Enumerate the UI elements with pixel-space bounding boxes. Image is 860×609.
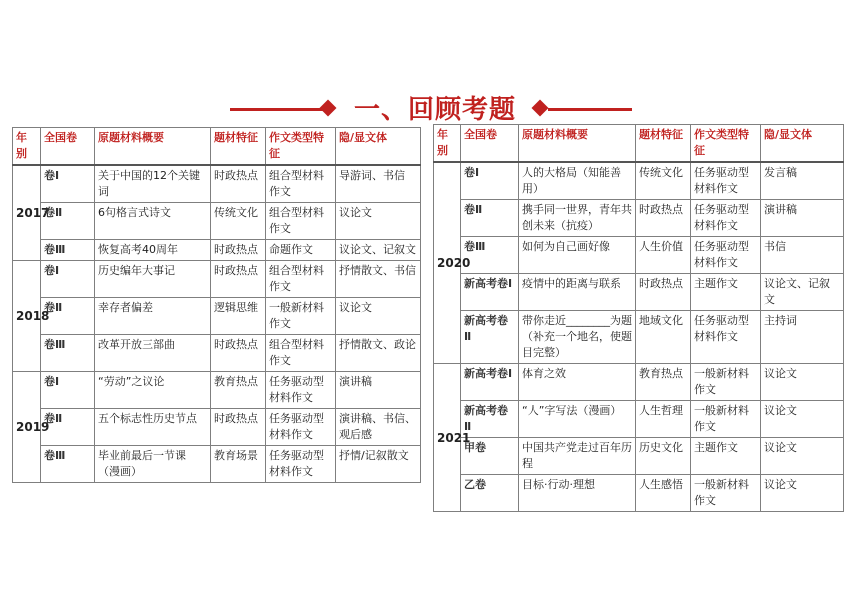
year-cell: 2021 <box>434 364 461 512</box>
diamond-icon <box>320 100 337 117</box>
volume-cell: 卷Ⅱ <box>41 409 95 446</box>
theme-feature-cell: 教育热点 <box>636 364 691 401</box>
essay-type-cell: 任务驱动型材料作文 <box>691 237 761 274</box>
column-header: 年别 <box>434 125 461 163</box>
material-summary-cell: 疫情中的距离与联系 <box>519 274 636 311</box>
volume-cell: 卷Ⅱ <box>41 203 95 240</box>
table-header <box>13 128 421 166</box>
year-cell: 2017 <box>13 165 41 261</box>
genre-cell: 书信 <box>761 237 844 274</box>
column-header: 全国卷 <box>41 128 95 166</box>
material-summary-cell: 带你走近________为题（补充一个地名，使题目完整） <box>519 311 636 364</box>
volume-cell: 卷Ⅲ <box>41 446 95 483</box>
column-header: 题材特征 <box>211 128 266 166</box>
genre-cell: 议论文 <box>761 438 844 475</box>
material-summary-cell: 毕业前最后一节课（漫画） <box>95 446 211 483</box>
essay-type-cell: 任务驱动型材料作文 <box>691 162 761 200</box>
exam-table-right <box>433 124 844 512</box>
theme-feature-cell: 时政热点 <box>636 274 691 311</box>
theme-feature-cell: 时政热点 <box>211 165 266 203</box>
essay-type-cell: 主题作文 <box>691 274 761 311</box>
diamond-icon <box>532 100 549 117</box>
table-row <box>434 475 844 512</box>
essay-type-cell: 主题作文 <box>691 438 761 475</box>
volume-cell: 卷Ⅱ <box>461 200 519 237</box>
theme-feature-cell: 传统文化 <box>636 162 691 200</box>
column-header: 年别 <box>13 128 41 166</box>
theme-feature-cell: 时政热点 <box>211 261 266 298</box>
title-banner <box>230 94 630 128</box>
genre-cell: 议论文 <box>761 401 844 438</box>
material-summary-cell: 体育之效 <box>519 364 636 401</box>
title-rule-left <box>230 108 324 111</box>
volume-cell: 卷Ⅰ <box>41 372 95 409</box>
material-summary-cell: 关于中国的12个关键词 <box>95 165 211 203</box>
material-summary-cell: 恢复高考40周年 <box>95 240 211 261</box>
theme-feature-cell: 人生感悟 <box>636 475 691 512</box>
essay-type-cell: 组合型材料作文 <box>266 261 336 298</box>
genre-cell: 演讲稿、书信、观后感 <box>336 409 421 446</box>
theme-feature-cell: 时政热点 <box>211 409 266 446</box>
genre-cell: 演讲稿 <box>761 200 844 237</box>
table-row <box>13 409 421 446</box>
theme-feature-cell: 地域文化 <box>636 311 691 364</box>
material-summary-cell: 历史编年大事记 <box>95 261 211 298</box>
table-row <box>13 335 421 372</box>
essay-type-cell: 组合型材料作文 <box>266 335 336 372</box>
page-title: 一、回顾考题 <box>353 95 516 125</box>
essay-type-cell: 任务驱动型材料作文 <box>691 200 761 237</box>
material-summary-cell: 改革开放三部曲 <box>95 335 211 372</box>
genre-cell: 议论文、记叙文 <box>761 274 844 311</box>
essay-type-cell: 一般新材料作文 <box>691 401 761 438</box>
table-row <box>13 446 421 483</box>
material-summary-cell: 携手同一世界，青年共创未来（抗疫） <box>519 200 636 237</box>
table-row <box>13 298 421 335</box>
essay-type-cell: 命题作文 <box>266 240 336 261</box>
table-row <box>13 165 421 203</box>
theme-feature-cell: 人生哲理 <box>636 401 691 438</box>
genre-cell: 议论文 <box>336 203 421 240</box>
material-summary-cell: 五个标志性历史节点 <box>95 409 211 446</box>
material-summary-cell: 目标·行动·理想 <box>519 475 636 512</box>
column-header: 隐/显文体 <box>761 125 844 163</box>
material-summary-cell: 幸存者偏差 <box>95 298 211 335</box>
table-row <box>434 274 844 311</box>
material-summary-cell: 如何为自己画好像 <box>519 237 636 274</box>
essay-type-cell: 一般新材料作文 <box>266 298 336 335</box>
exam-table-left <box>12 127 421 483</box>
theme-feature-cell: 时政热点 <box>211 240 266 261</box>
column-header: 题材特征 <box>636 125 691 163</box>
column-header: 隐/显文体 <box>336 128 421 166</box>
table-row <box>13 372 421 409</box>
essay-type-cell: 任务驱动型材料作文 <box>266 372 336 409</box>
table-row <box>434 401 844 438</box>
essay-type-cell: 任务驱动型材料作文 <box>266 409 336 446</box>
genre-cell: 抒情/记叙散文 <box>336 446 421 483</box>
genre-cell: 议论文、记叙文 <box>336 240 421 261</box>
column-header: 作文类型特征 <box>691 125 761 163</box>
table-row <box>13 261 421 298</box>
table-row <box>434 237 844 274</box>
volume-cell: 新高考卷Ⅱ <box>461 401 519 438</box>
volume-cell: 新高考卷Ⅱ <box>461 311 519 364</box>
theme-feature-cell: 历史文化 <box>636 438 691 475</box>
table-row <box>434 438 844 475</box>
table-row <box>434 200 844 237</box>
genre-cell: 演讲稿 <box>336 372 421 409</box>
genre-cell: 议论文 <box>761 364 844 401</box>
column-header: 全国卷 <box>461 125 519 163</box>
year-cell: 2018 <box>13 261 41 372</box>
genre-cell: 导游词、书信 <box>336 165 421 203</box>
theme-feature-cell: 时政热点 <box>636 200 691 237</box>
essay-type-cell: 一般新材料作文 <box>691 475 761 512</box>
table-row <box>434 311 844 364</box>
essay-type-cell: 一般新材料作文 <box>691 364 761 401</box>
material-summary-cell: “劳动”之议论 <box>95 372 211 409</box>
volume-cell: 卷Ⅰ <box>41 261 95 298</box>
column-header: 原题材料概要 <box>95 128 211 166</box>
theme-feature-cell: 逻辑思维 <box>211 298 266 335</box>
material-summary-cell: “人”字写法（漫画） <box>519 401 636 438</box>
table-row <box>434 364 844 401</box>
table-row <box>13 240 421 261</box>
volume-cell: 甲卷 <box>461 438 519 475</box>
volume-cell: 卷Ⅱ <box>41 298 95 335</box>
essay-type-cell: 组合型材料作文 <box>266 203 336 240</box>
theme-feature-cell: 教育场景 <box>211 446 266 483</box>
volume-cell: 卷Ⅲ <box>41 335 95 372</box>
year-cell: 2020 <box>434 162 461 364</box>
material-summary-cell: 人的大格局（知能善用） <box>519 162 636 200</box>
volume-cell: 新高考卷Ⅰ <box>461 274 519 311</box>
essay-type-cell: 任务驱动型材料作文 <box>266 446 336 483</box>
volume-cell: 卷Ⅲ <box>461 237 519 274</box>
material-summary-cell: 中国共产党走过百年历程 <box>519 438 636 475</box>
column-header: 作文类型特征 <box>266 128 336 166</box>
genre-cell: 抒情散文、政论 <box>336 335 421 372</box>
material-summary-cell: 6句格言式诗文 <box>95 203 211 240</box>
theme-feature-cell: 传统文化 <box>211 203 266 240</box>
header-row <box>434 125 844 163</box>
theme-feature-cell: 人生价值 <box>636 237 691 274</box>
genre-cell: 议论文 <box>761 475 844 512</box>
year-cell: 2019 <box>13 372 41 483</box>
table-row <box>434 162 844 200</box>
table-body <box>434 162 844 512</box>
column-header: 原题材料概要 <box>519 125 636 163</box>
volume-cell: 卷Ⅲ <box>41 240 95 261</box>
volume-cell: 乙卷 <box>461 475 519 512</box>
header-row <box>13 128 421 166</box>
genre-cell: 抒情散文、书信 <box>336 261 421 298</box>
theme-feature-cell: 时政热点 <box>211 335 266 372</box>
volume-cell: 新高考卷Ⅰ <box>461 364 519 401</box>
genre-cell: 发言稿 <box>761 162 844 200</box>
essay-type-cell: 任务驱动型材料作文 <box>691 311 761 364</box>
title-rule-right <box>548 108 632 111</box>
volume-cell: 卷Ⅰ <box>41 165 95 203</box>
volume-cell: 卷Ⅰ <box>461 162 519 200</box>
genre-cell: 主持词 <box>761 311 844 364</box>
theme-feature-cell: 教育热点 <box>211 372 266 409</box>
table-row <box>13 203 421 240</box>
table-header <box>434 125 844 163</box>
table-body <box>13 165 421 483</box>
genre-cell: 议论文 <box>336 298 421 335</box>
essay-type-cell: 组合型材料作文 <box>266 165 336 203</box>
